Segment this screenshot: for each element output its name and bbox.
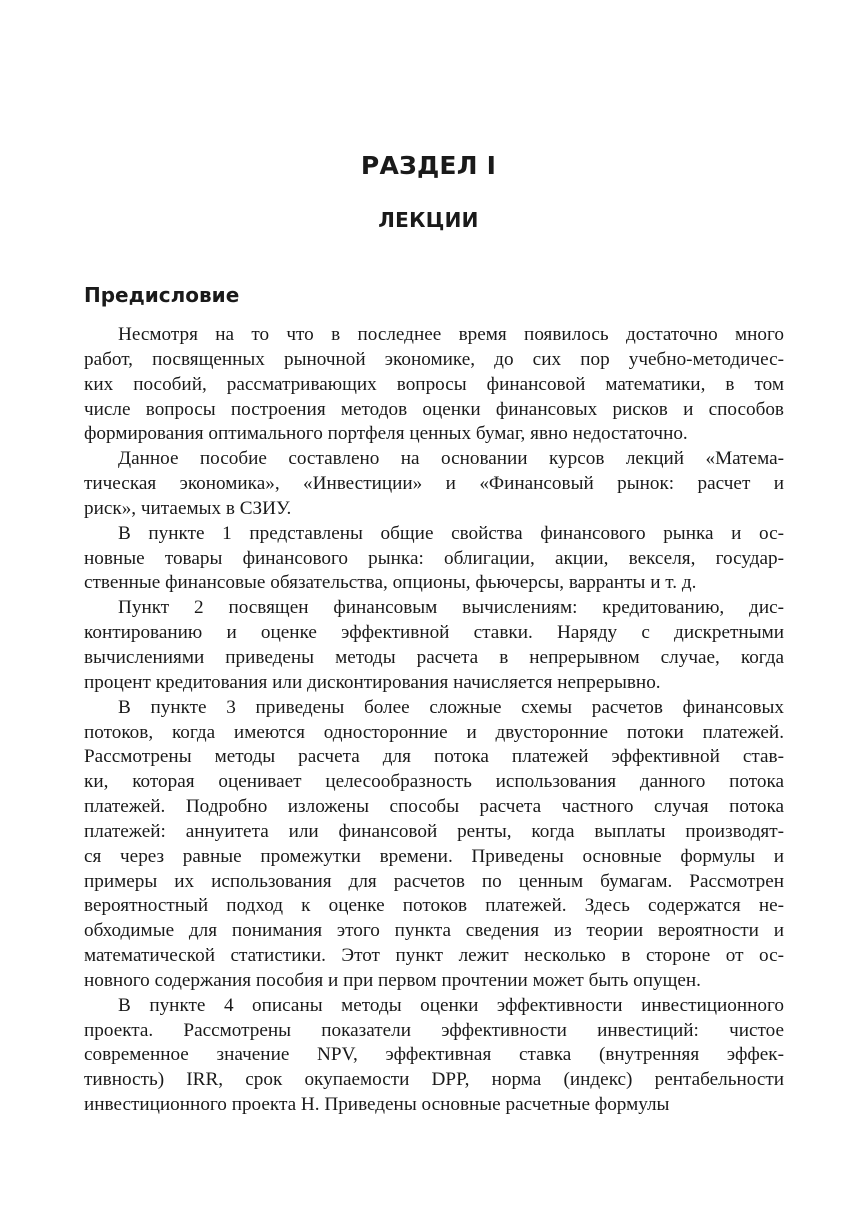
text-line: ся через равные промежутки времени. Приведены основные формулы и <box>84 845 784 867</box>
text-line: новного содержания пособия и при первом прочтении может быть опущен. <box>84 969 701 991</box>
text-line: вероятностный подход к оценке потоков платежей. Здесь содержатся не- <box>84 895 784 917</box>
paragraph <box>84 596 784 695</box>
section-subtitle: ЛЕКЦИИ <box>378 208 479 232</box>
text-line: инвестиционного проекта Н. Приведены основные расчетные формулы <box>84 1094 670 1116</box>
preface-heading: Предисловие <box>84 283 240 307</box>
text-line: тическая экономика», «Инвестиции» и «Финансовый рынок: расчет и <box>84 473 784 495</box>
text-line: примеры их использования для расчетов по ценным бумагам. Рассмотрен <box>84 870 784 892</box>
text-line: современное значение NPV, эффективная ставка (внутренняя эффек- <box>84 1044 784 1066</box>
text-line: процент кредитования или дисконтирования начисляется непрерывно. <box>84 671 661 693</box>
text-line: формирования оптимального портфеля ценных бумаг, явно недостаточно. <box>84 423 688 445</box>
text-line: вычислениями приведены методы расчета в непрерывном случае, когда <box>84 646 784 668</box>
preface-body <box>84 323 784 1118</box>
text-line: В пункте 1 представлены общие свойства финансового рынка и ос- <box>118 522 784 544</box>
text-line: математической статистики. Этот пункт лежит несколько в стороне от ос- <box>84 945 784 967</box>
text-line: Пункт 2 посвящен финансовым вычислениям: кредитованию, дис- <box>118 597 784 619</box>
text-line: числе вопросы построения методов оценки финансовых рисков и способов <box>84 398 784 420</box>
text-line: контированию и оценке эффективной ставки. Наряду с дискретными <box>84 622 784 644</box>
text-line: ки, которая оценивает целесообразность использования данного потока <box>84 771 784 793</box>
paragraph <box>84 696 784 994</box>
text-line: В пункте 4 описаны методы оценки эффективности инвестиционного <box>118 994 784 1016</box>
text-line: Несмотря на то что в последнее время появилось достаточно много <box>118 324 784 345</box>
text-line: риск», читаемых в СЗИУ. <box>84 497 292 519</box>
text-line: новные товары финансового рынка: облигации, акции, векселя, государ- <box>84 547 784 569</box>
text-line: платежей. Подробно изложены способы расчета частного случая потока <box>84 796 784 818</box>
text-line: ких пособий, рассматривающих вопросы финансовой математики, в том <box>84 373 784 395</box>
text-line: Данное пособие составлено на основании курсов лекций «Матема- <box>118 448 784 470</box>
section-title: РАЗДЕЛ I <box>360 151 497 180</box>
paragraph <box>84 323 784 447</box>
text-line: проекта. Рассмотрены показатели эффективности инвестиций: чистое <box>84 1019 784 1041</box>
text-line: обходимые для понимания этого пункта сведения из теории вероятности и <box>84 920 784 942</box>
text-line: Рассмотрены методы расчета для потока платежей эффективной став- <box>84 746 784 768</box>
text-line: В пункте 3 приведены более сложные схемы расчетов финансовых <box>118 696 784 718</box>
paragraph <box>84 994 784 1118</box>
paragraph <box>84 522 784 597</box>
text-line: работ, посвященных рыночной экономике, до сих пор учебно-методичес- <box>84 348 784 370</box>
text-line: ственные финансовые обязательства, опционы, фьючерсы, варранты и т. д. <box>84 572 697 594</box>
text-line: потоков, когда имеются односторонние и двусторонние потоки платежей. <box>84 721 784 743</box>
text-line: платежей: аннуитета или финансовой ренты, когда выплаты производят- <box>84 820 784 842</box>
paragraph <box>84 447 784 522</box>
text-line: тивность) IRR, срок окупаемости DPP, норма (индекс) рентабельности <box>84 1069 784 1091</box>
